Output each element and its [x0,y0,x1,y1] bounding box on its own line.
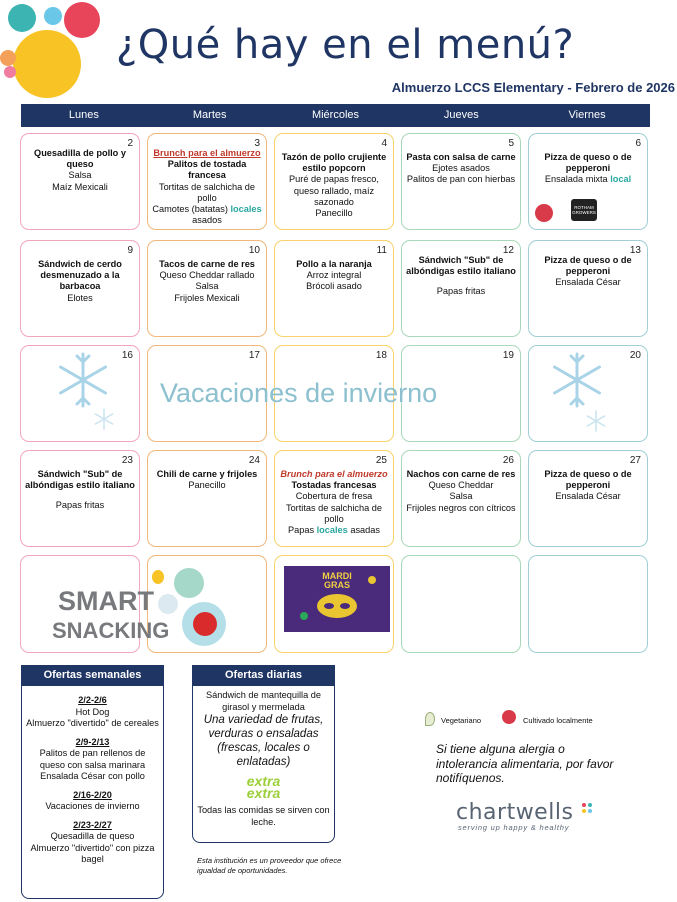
day-number: 10 [248,245,260,256]
day-number: 16 [121,350,133,361]
brunch-label: Brunch para el almuerzo [153,148,261,158]
day-number: 12 [502,245,514,256]
side: Frijoles Mexicali [174,292,240,303]
week-date: 2/16-2/20 [73,789,112,800]
side: Ensalada César [555,491,621,502]
menu-items [151,469,263,491]
daily-offers-title: Ofertas diarias [192,665,335,686]
calendar-cell [528,240,648,337]
weekly-offers-list [26,688,159,866]
offer-item: Almuerzo "divertido" de cereales [26,718,159,728]
page-subtitle: Almuerzo LCCS Elementary - Febrero de 2026 [391,80,675,95]
entree: Sándwich "Sub" de albóndigas estilo italiano [25,469,135,491]
logo-dots [582,803,594,815]
day-wednesday: Miércoles [311,109,360,121]
offer-item: Almuerzo "divertido" con pizza bagel [30,842,155,864]
side: Ensalada César [555,277,621,288]
brunch-label: Brunch para el almuerzo [280,469,388,479]
calendar-cell [20,345,140,442]
entree: Palitos de tostada francesa [167,159,247,181]
week-date: 2/2-2/6 [78,695,107,705]
local-farm-icon [535,204,553,222]
menu-items [24,148,136,193]
day-tuesday: Martes [192,109,227,121]
calendar-cell [528,345,648,442]
entree: Tostadas francesas [291,480,377,491]
menu-items [278,469,390,536]
entree: Pizza de queso o de pepperoni [544,152,632,174]
calendar-cell [20,240,140,337]
calendar-cell [20,133,140,230]
side: Palitos de pan con hierbas [406,174,516,185]
calendar-cell [20,450,140,547]
day-number: 2 [127,138,133,149]
menu-items [532,152,644,186]
calendar-cell [401,450,521,547]
side: Cobertura de fresa [295,491,373,502]
day-number: 24 [248,455,260,466]
calendar-cell [401,133,521,230]
local-icon [502,710,516,724]
day-number: 25 [375,455,387,466]
menu-items [278,259,390,293]
calendar-cell [528,133,648,230]
side: Panecillo [188,480,226,491]
grapes-icon [174,568,204,598]
side: Panecillo [315,208,353,219]
side: Camotes (batatas) locales asados [152,204,262,226]
dot-orange [0,50,16,66]
side: Maíz Mexicali [52,181,108,192]
menu-items [278,152,390,219]
entree: Sándwich de cerdo desmenuzado a la barbacoa [38,259,122,292]
entree: Quesadilla de pollo y queso [34,148,126,170]
mardi-gras-text: MARDI GRAS [322,571,352,590]
side: Ensalada mixta local [544,174,632,185]
entree: Pizza de queso o de pepperoni [544,255,632,277]
winter-vacation-banner: Vacaciones de invierno [160,378,438,408]
rotham-growers-logo: ROTHAM GROWERS [571,199,597,221]
entree: Pizza de queso o de pepperoni [544,469,632,491]
day-number: 20 [629,350,641,361]
entree: Pollo a la naranja [296,259,372,269]
calendar-cell [528,450,648,547]
calendar-cell [274,450,394,547]
calendar-cell [147,450,267,547]
snowflake-icon [585,410,607,432]
calendar-cell [401,240,521,337]
week-date: 2/9-2/13 [75,736,110,747]
week-date: 2/23-2/27 [73,819,112,830]
calendar-cell [401,555,521,653]
menu-items [24,469,136,512]
offer-item: Hot Dog [75,706,110,717]
entree: Tacos de carne de res [159,259,255,269]
day-number: 5 [508,138,514,149]
day-number: 9 [127,245,133,256]
weekly-offers-title: Ofertas semanales [21,665,164,686]
day-number: 27 [629,455,641,466]
menu-items [24,259,136,304]
dot-teal [8,4,36,32]
day-number: 6 [635,138,641,149]
side: Salsa [449,491,473,502]
vegetarian-icon [425,712,435,726]
chartwells-logo: chartwells [456,800,574,825]
dot-yellow [13,30,81,98]
day-number: 18 [375,350,387,361]
offer-item: Palitos de pan rellenos de queso con salsa marinara [39,748,146,770]
entree: Pasta con salsa de carne [406,152,516,162]
snowflake-icon [547,350,607,410]
side: Brócoli asado [306,281,362,292]
menu-items [532,469,644,503]
side: Puré de papas fresco, queso rallado, maíz sazonado [289,174,379,207]
day-thursday: Jueves [443,109,479,121]
weekday-header [21,104,650,127]
menu-items [405,255,517,298]
menu-items [151,259,263,304]
day-number: 13 [629,245,641,256]
calendar-cell [274,133,394,230]
menu-items [151,148,263,226]
daily-offers-list [197,690,330,828]
menu-items [532,255,644,289]
day-number: 3 [254,138,260,149]
snowflake-icon [53,350,113,410]
calendar-cell [147,133,267,230]
side: Tortitas de salchicha de pollo [158,181,255,203]
side: Papas fritas [55,500,105,511]
allergy-notice: Si tiene alguna alergia o intolerancia alimentaria, por favor notifíquenos. [436,742,614,785]
calendar-cell [274,240,394,337]
day-friday: Viernes [568,109,606,121]
day-number: 19 [502,350,514,361]
calendar-cell [528,555,648,653]
side: Frijoles negros con cítricos [406,502,516,513]
offer-item: Ensalada César con pollo [40,771,145,781]
entree: Sándwich "Sub" de albóndigas estilo italiano [406,255,516,277]
dot-red [64,2,100,38]
day-number: 4 [381,138,387,149]
offer-item: Vacaciones de invierno [45,801,140,811]
smart-text: SMART [58,586,154,616]
offer-item: Quesadilla de queso [50,831,135,841]
day-monday: Lunes [68,109,99,121]
side: Salsa [68,170,92,181]
menu-items [405,152,517,186]
side: Elotes [67,292,93,303]
day-number: 26 [502,455,514,466]
entree: Nachos con carne de res [406,469,516,479]
side: Queso Cheddar rallado [159,270,255,281]
side: Arroz integral [306,270,362,281]
page-title: ¿Qué hay en el menú? [116,22,575,68]
local-label: Cultivado localmente [523,716,593,725]
day-number: 11 [376,245,387,256]
side: Salsa [195,281,219,292]
side: Papas locales asadas [288,525,380,536]
apple-fruit [193,612,217,636]
equal-opportunity-notice: Esta institución es un proveedor que ofrece igualdad de oportunidades. [197,856,342,875]
side: Ejotes asados [432,163,490,174]
entree: Chili de carne y frijoles [156,469,258,479]
vegetarian-label: Vegetariano [441,716,482,725]
menu-items [405,469,517,514]
smart-snacking-graphic [50,568,235,648]
dot-lightblue [44,7,62,25]
side: Papas fritas [436,286,486,297]
snowflake-icon [93,408,115,430]
calendar-cell [147,240,267,337]
day-number: 23 [121,455,133,466]
mardi-gras-image [284,566,390,632]
daily-offers-box [192,665,335,843]
chartwells-tagline: serving up happy & healthy [458,823,570,832]
dot-pink [4,66,16,78]
snacking-text: SNACKING [52,618,170,643]
weekly-offers-box [21,665,164,899]
offer-item: Sándwich de mantequilla de girasol y mermelada [206,690,321,712]
offer-item: Una variedad de frutas, verduras o ensaladas (frescas, locales o enlatadas) [203,714,324,768]
entree: Tazón de pollo crujiente estilo popcorn [281,152,387,174]
side: Tortitas de salchicha de pollo [285,502,382,524]
extra-extra-logo: extra extra [246,773,281,801]
lightbulb-icon [152,570,164,584]
day-number: 17 [248,350,260,361]
banana-icon [158,594,178,614]
side: Queso Cheddar [428,480,494,491]
offer-item: Todas las comidas se sirven con leche. [197,805,330,827]
